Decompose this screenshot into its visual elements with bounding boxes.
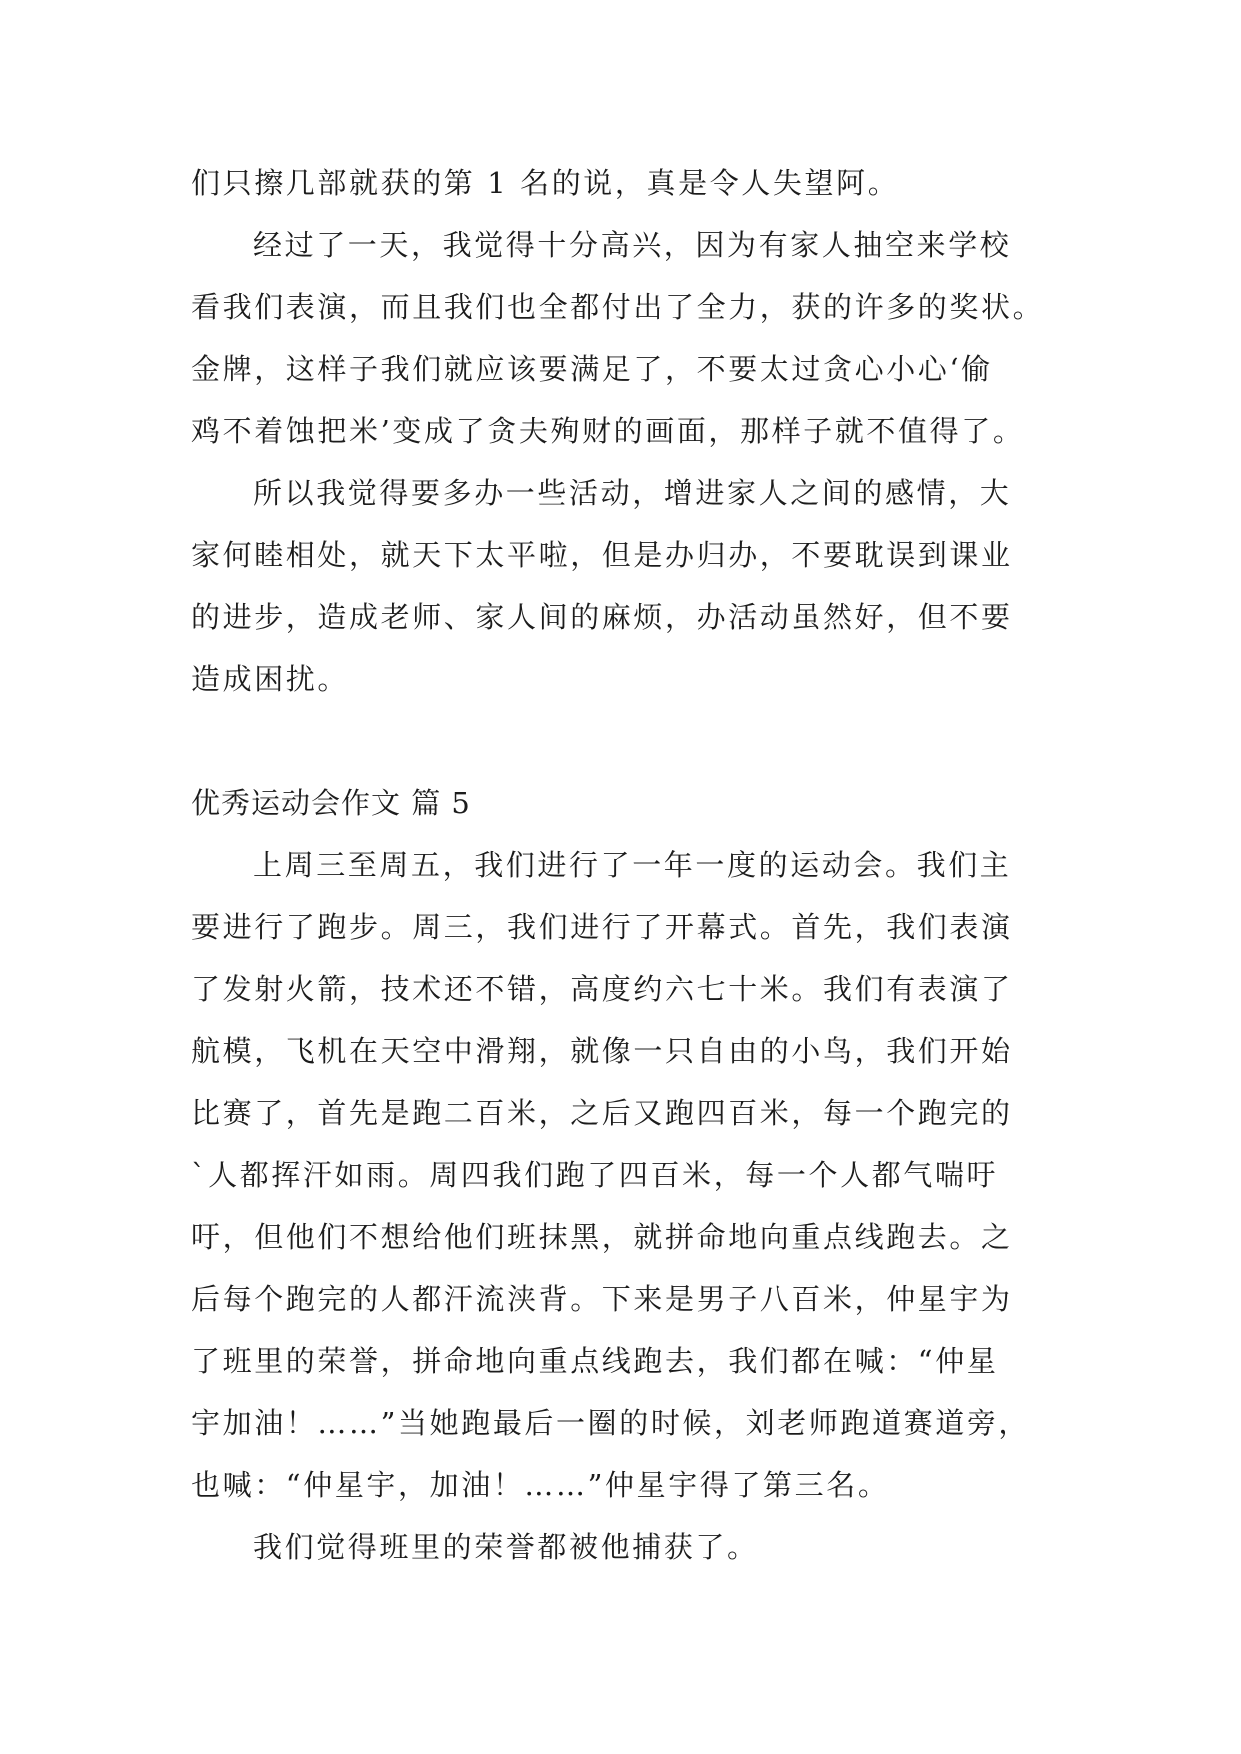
- paragraph: [191, 834, 1061, 1516]
- document-body: [191, 152, 1061, 1578]
- text-line: 上周三至周五，我们进行了一年一度的运动会。我们主: [253, 848, 1012, 882]
- text-line: 航模，飞机在天空中滑翔，就像一只自由的小鸟，我们开始: [191, 1034, 1013, 1068]
- paragraph: [191, 214, 1061, 462]
- text-line: 所以我觉得要多办一些活动，增进家人之间的感情，大: [253, 476, 1012, 510]
- text-line: 们只擦几部就获的第 1 名的说，真是令人失望阿。: [191, 166, 900, 200]
- text-line: 要进行了跑步。周三，我们进行了开幕式。首先，我们表演: [191, 910, 1013, 944]
- previous-essay-ending: [191, 152, 1061, 710]
- text-line: 我们觉得班里的荣誉都被他捕获了。: [253, 1530, 759, 1564]
- paragraph: [191, 1516, 1061, 1578]
- text-line: 了发射火箭，技术还不错，高度约六七十米。我们有表演了: [191, 972, 1013, 1006]
- text-line: 宇加油！……”当她跑最后一圈的时候，刘老师跑道赛道旁，: [191, 1406, 1031, 1440]
- text-line: 吁，但他们不想给他们班抹黑，就拼命地向重点线跑去。之: [191, 1220, 1013, 1254]
- section-gap: [191, 710, 1061, 772]
- text-line: 造成困扰。: [191, 662, 350, 696]
- text-line: 家何睦相处，就天下太平啦，但是办归办，不要耽误到课业: [191, 538, 1013, 572]
- text-line: 比赛了，首先是跑二百米，之后又跑四百米，每一个跑完的: [191, 1096, 1013, 1130]
- essay-title: 优秀运动会作文 篇 5: [191, 786, 471, 820]
- text-line: 的进步，造成老师、家人间的麻烦，办活动虽然好，但不要: [191, 600, 1013, 634]
- essay-section: [191, 772, 1061, 1578]
- text-line: 了班里的荣誉，拼命地向重点线跑去，我们都在喊：“仲星: [191, 1344, 999, 1378]
- text-line: `人都挥汗如雨。周四我们跑了四百米，每一个人都气喘吁: [191, 1158, 999, 1192]
- paragraph: [191, 462, 1061, 710]
- text-line: 看我们表演，而且我们也全都付出了全力，获的许多的奖状。: [191, 290, 1045, 324]
- text-line: 鸡不着蚀把米’变成了贪夫殉财的画面，那样子就不值得了。: [191, 414, 1025, 448]
- paragraph: [191, 152, 1061, 214]
- text-line: 也喊：“仲星宇，加油！……”仲星宇得了第三名。: [191, 1468, 890, 1502]
- text-line: 后每个跑完的人都汗流浃背。下来是男子八百米，仲星宇为: [191, 1282, 1013, 1316]
- text-line: 经过了一天，我觉得十分高兴，因为有家人抽空来学校: [253, 228, 1012, 262]
- text-line: 金牌，这样子我们就应该要满足了，不要太过贪心小心‘偷: [191, 352, 993, 386]
